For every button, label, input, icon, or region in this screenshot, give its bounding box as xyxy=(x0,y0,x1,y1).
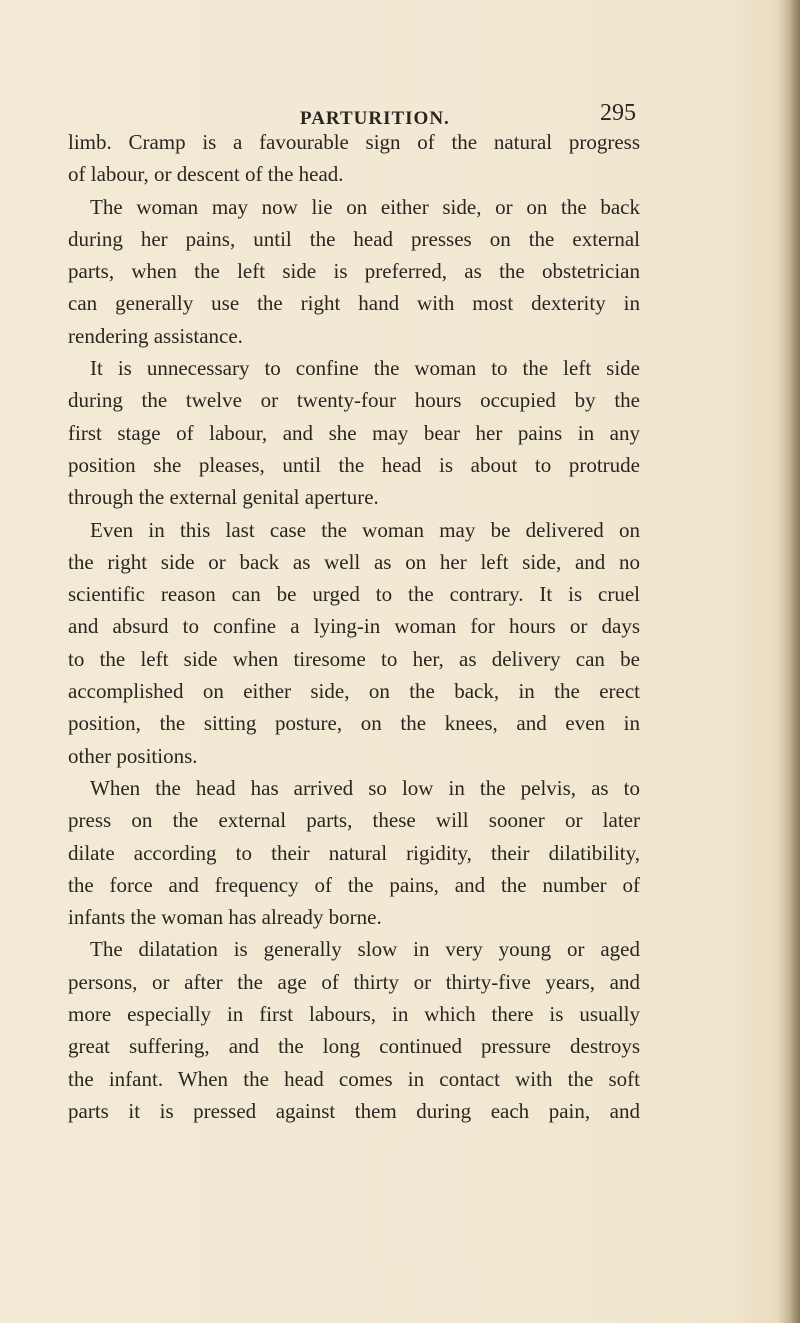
text-line: It is unnecessary to confine the woman to the left side xyxy=(90,356,640,381)
text-line: When the head has arrived so low in the pelvis, as to xyxy=(90,775,640,800)
text-line: other positions. xyxy=(68,743,198,768)
text-line: of labour, or descent of the head. xyxy=(68,162,344,187)
text-line: more especially in first labours, in which there is usually xyxy=(68,1002,640,1027)
running-head: PARTURITION. xyxy=(300,108,450,129)
text-line: parts, when the left side is preferred, as the obstetrician xyxy=(68,259,640,284)
page-edge-shadow xyxy=(778,0,800,1323)
text-line: position she pleases, until the head is about to protrude xyxy=(68,452,640,477)
text-line: during the twelve or twenty-four hours occupied by the xyxy=(68,388,640,413)
body-text xyxy=(68,126,640,1127)
text-line: infants the woman has already borne. xyxy=(68,905,382,930)
text-line: persons, or after the age of thirty or thirty-five years, and xyxy=(68,969,640,994)
text-line: during her pains, until the head presses on the external xyxy=(68,226,640,251)
text-line: dilate according to their natural rigidity, their dilatibility, xyxy=(68,840,640,865)
text-line: great suffering, and the long continued pressure destroys xyxy=(68,1034,640,1059)
text-line: scientific reason can be urged to the contrary. It is cruel xyxy=(68,582,640,607)
text-line: the infant. When the head comes in contact with the soft xyxy=(68,1066,640,1091)
text-line: rendering assistance. xyxy=(68,323,243,348)
text-line: can generally use the right hand with most dexterity in xyxy=(68,291,640,316)
text-line: limb. Cramp is a favourable sign of the natural progress xyxy=(68,130,640,154)
page-number: 295 xyxy=(600,100,636,126)
text-line: accomplished on either side, on the back, in the erect xyxy=(68,679,640,704)
text-line: and absurd to confine a lying-in woman for hours or days xyxy=(68,614,640,639)
text-line: to the left side when tiresome to her, as delivery can be xyxy=(68,646,640,671)
text-line: The dilatation is generally slow in very young or aged xyxy=(90,937,640,962)
text-line: press on the external parts, these will sooner or later xyxy=(68,808,640,833)
text-line: parts it is pressed against them during each pain, and xyxy=(68,1098,640,1123)
text-line: Even in this last case the woman may be delivered on xyxy=(90,517,640,542)
text-line: first stage of labour, and she may bear her pains in any xyxy=(68,420,640,445)
text-line: position, the sitting posture, on the knees, and even in xyxy=(68,711,640,736)
text-line: The woman may now lie on either side, or on the back xyxy=(90,194,640,219)
text-line: the force and frequency of the pains, and the number of xyxy=(68,872,640,897)
text-line: through the external genital aperture. xyxy=(68,485,379,510)
text-line: the right side or back as well as on her left side, and no xyxy=(68,549,640,574)
